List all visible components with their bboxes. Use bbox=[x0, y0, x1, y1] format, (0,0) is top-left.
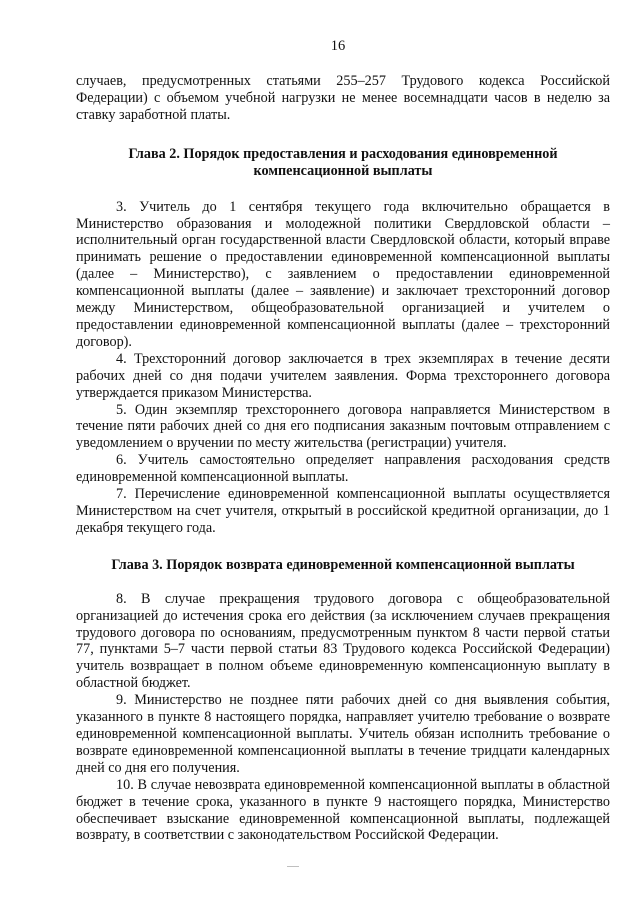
page-number: 16 bbox=[330, 38, 346, 54]
paragraph-7: 7. Перечисление единовременной компенсационной выплаты осуществляется Министерством на счет учителя, открытый в российской кредитной организации, до 1 декабря текущего года. bbox=[76, 486, 610, 536]
paragraph-4: 4. Трехсторонний договор заключается в трех экземплярах в течение десяти рабочих дней со дня подачи учителем заявления. Форма трехстороннего договора утверждается приказом Министерства. bbox=[76, 350, 610, 401]
paragraph-10: 10. В случае невозврата единовременной компенсационной выплаты в областной бюджет в течение срока, указанного в пункте 9 настоящего порядка, Министерство обеспечивает взыскание единовременной компенсационной выплаты, подлежащей возврату, в соответствии с законодательством Российской Федерации. bbox=[76, 776, 610, 844]
document-page bbox=[76, 38, 610, 844]
chapter-3-heading: Глава 3. Порядок возврата единовременной компенсационной выплаты bbox=[111, 556, 575, 573]
paragraph-8: 8. В случае прекращения трудового договора с общеобразовательной организацией до истечения срока его действия (за исключением случаев прекращения трудового договора по основаниям, предусмотренным пунктом 8 части первой статьи 77, пунктами 5–7 части первой статьи 83 Трудового кодекса Российской Федерации) учитель возвращает в полном объеме единовременную компенсационную выплату в областной бюджет. bbox=[76, 590, 610, 692]
footer-mark bbox=[287, 866, 299, 867]
paragraph-9: 9. Министерство не позднее пяти рабочих дней со дня выявления события, указанного в пункте 8 настоящего порядка, направляет учителю требование о возврате единовременной компенсационной выплаты. Учитель обязан исполнить требование о возврате единовременной компенсационной выплаты в течение тридцати календарных дней со дня его получения. bbox=[76, 692, 610, 776]
intro-paragraph: случаев, предусмотренных статьями 255–257 Трудового кодекса Российской Федерации) с объемом учебной нагрузки не менее восемнадцати часов в неделю за ставку заработной платы. bbox=[76, 72, 610, 123]
paragraph-3: 3. Учитель до 1 сентября текущего года включительно обращается в Министерство образования и молодежной политики Свердловской области – исполнительный орган государственной власти Свердловской области, который вправе принимать решение о предоставлении единовременной компенсационной выплаты (далее – Министерство), с заявлением о предоставлении единовременной компенсационной выплаты (далее – заявление) и заключает трехсторонний договор между Министерством, общеобразовательной организацией и учителем о предоставлении единовременной компенсационной выплаты (далее – трехсторонний договор). bbox=[76, 198, 610, 350]
paragraph-6: 6. Учитель самостоятельно определяет направления расходования средств единовременной компенсационной выплаты. bbox=[76, 452, 610, 486]
paragraph-5: 5. Один экземпляр трехстороннего договора направляется Министерством в течение пяти рабочих дней со дня его подписания заказным почтовым отправлением с уведомлением о вручении по месту жительства (регистрации) учителя. bbox=[76, 401, 610, 452]
chapter-2-heading: Глава 2. Порядок предоставления и расходования единовременной компенсационной выплаты bbox=[128, 145, 558, 179]
